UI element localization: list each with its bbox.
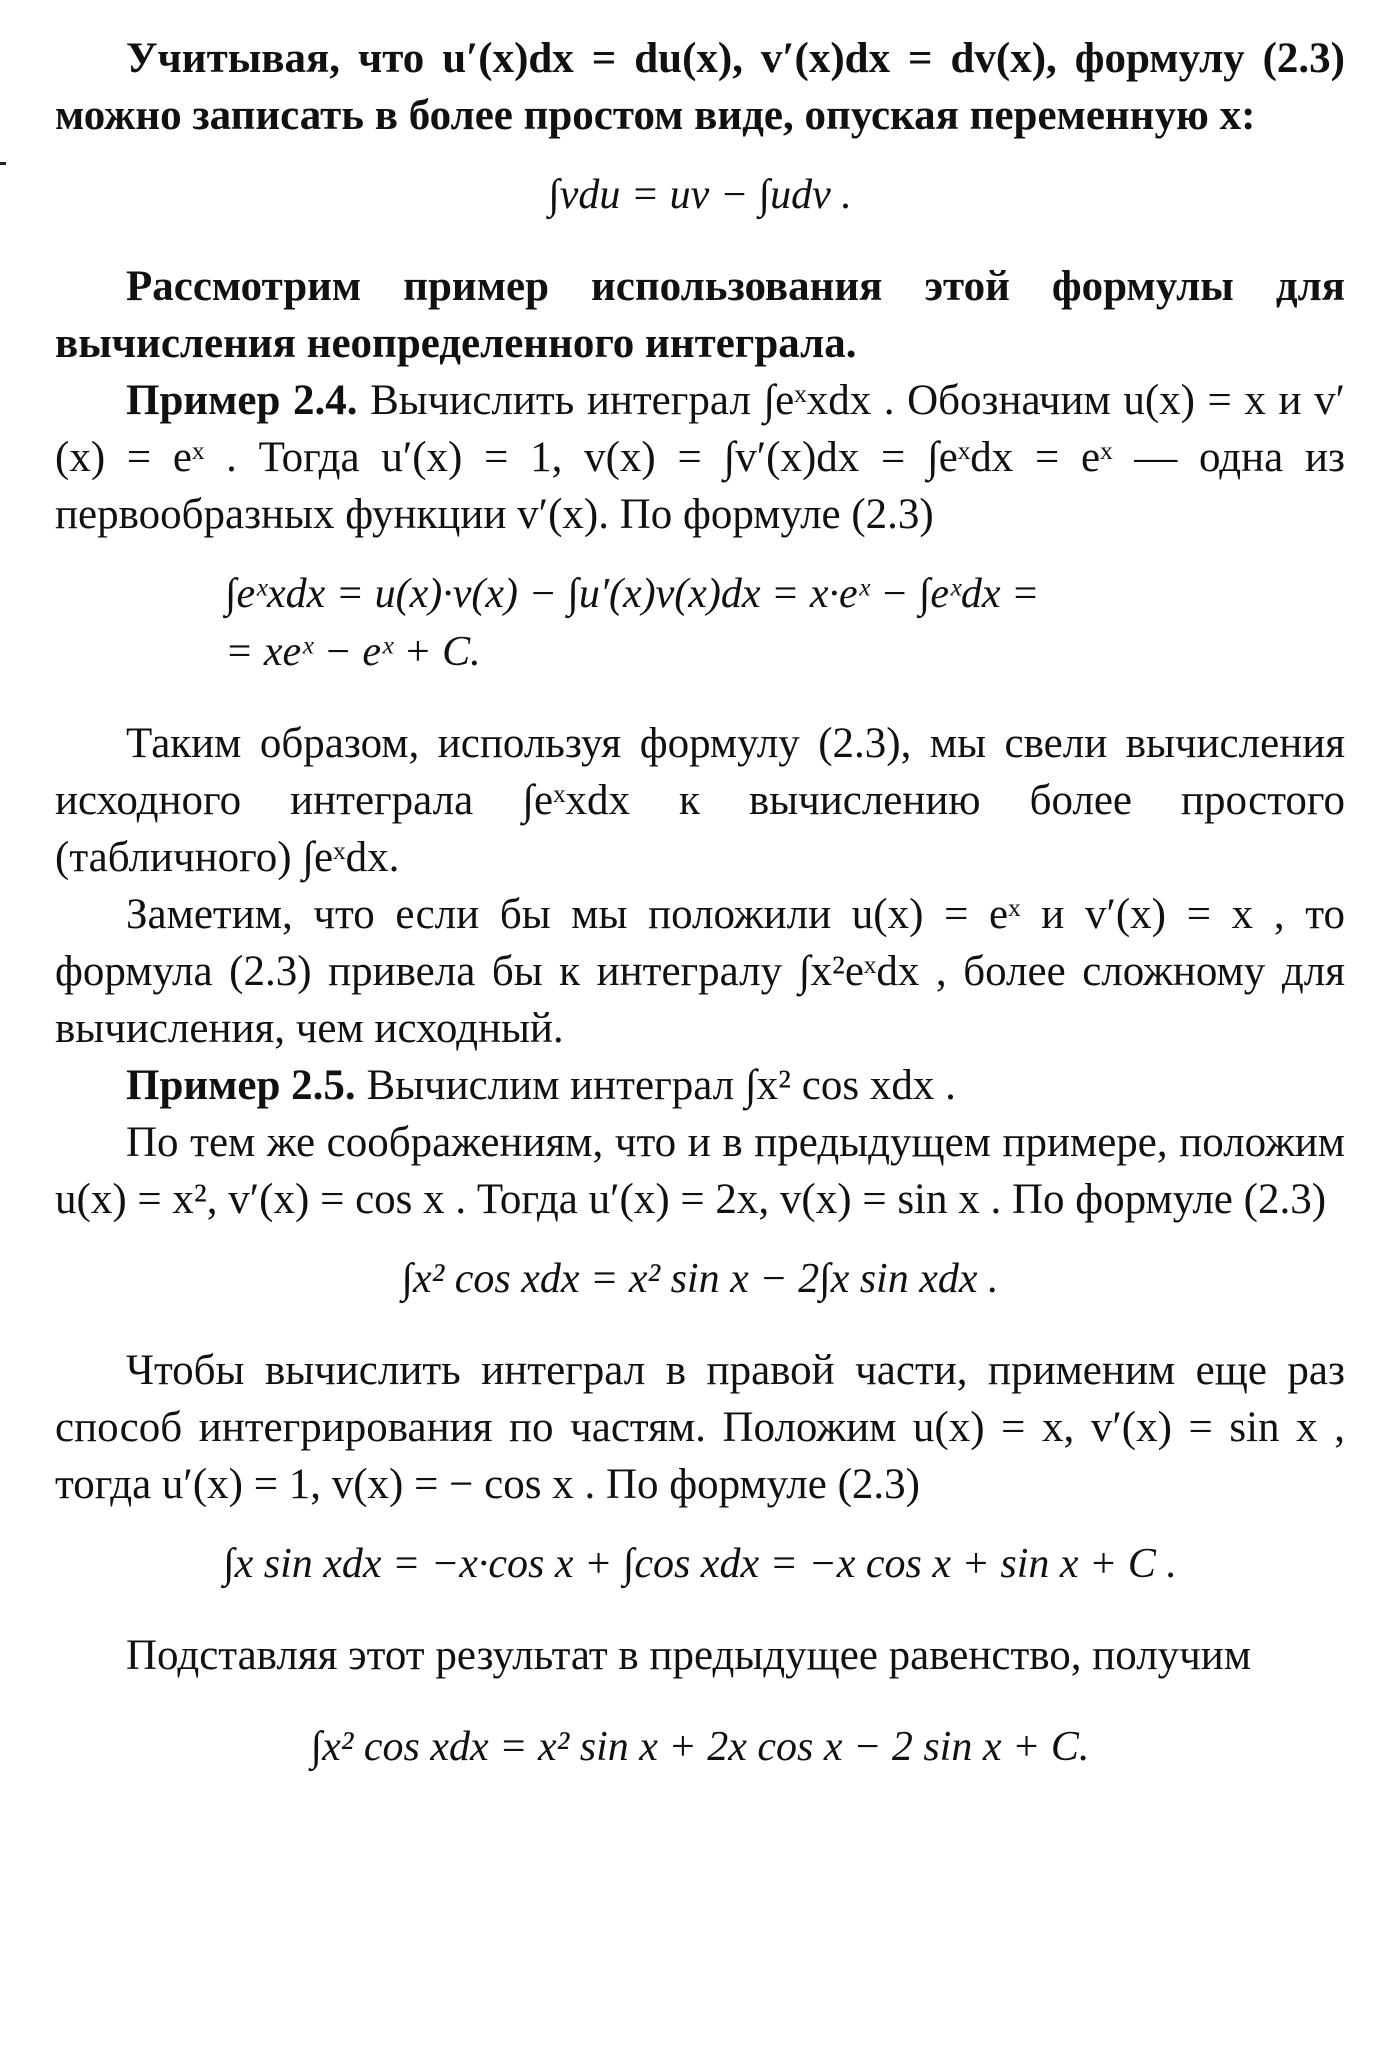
example-2-5-label: Пример 2.5.	[126, 1062, 356, 1109]
paragraph-remark: Заметим, что если бы мы положили u(x) = eˣ и v′(x) = x , то формула (2.3) привела бы к интегралу ∫x²eˣdx , более сложному для вычисления, чем исходный.	[55, 891, 1345, 1052]
equation-final-result: ∫x² cos xdx = x² sin x + 2x cos x − 2 sin x + C.	[310, 1724, 1090, 1770]
margin-mark	[0, 162, 6, 165]
paragraph-second-parts: Чтобы вычислить интеграл в правой части, применим еще раз способ интегрирования по частям. Положим u(x) = x, v′(x) = sin x , тогда u′(x) = 1, v(x) = − cos x . По формуле (2.3)	[55, 1347, 1345, 1508]
paragraph-intro: Учитывая, что u′(x)dx = du(x), v′(x)dx = dv(x), формулу (2.3) можно записать в более простом виде, опуская переменную x:	[55, 35, 1345, 139]
paragraph-example-2-5-setup: По тем же соображениям, что и в предыдущем примере, положим u(x) = x², v′(x) = cos x . Тогда u′(x) = 2x, v(x) = sin x . По формуле (2.3)	[55, 1119, 1345, 1223]
document-page	[55, 30, 1345, 1776]
equation-example-2-4-line1: ∫eˣxdx = u(x)·v(x) − ∫u′(x)v(x)dx = x·eˣ − ∫eˣdx =	[225, 571, 1040, 617]
paragraph-conclusion-2-4: Таким образом, используя формулу (2.3), мы свели вычисления исходного интеграла ∫eˣxdx к вычислению более простого (табличного) ∫eˣdx.	[55, 720, 1345, 881]
paragraph-substitute: Подставляя этот результат в предыдущее равенство, получим	[126, 1632, 1252, 1679]
equation-example-2-4-line2: = xeˣ − eˣ + C.	[225, 629, 481, 675]
equation-integration-by-parts: ∫vdu = uv − ∫udv .	[548, 172, 852, 218]
paragraph-example-2-4	[55, 372, 1345, 543]
paragraph-example-2-5	[55, 1057, 1345, 1114]
example-2-4-text: Вычислить интеграл ∫eˣxdx . Обозначим u(x) = x и v′(x) = eˣ . Тогда u′(x) = 1, v(x) = ∫v′(x)dx = ∫eˣdx = eˣ — одна из первообразных функции v′(x). По формуле (2.3)	[55, 377, 1345, 538]
equation-x-sin-x: ∫x sin xdx = −x·cos x + ∫cos xdx = −x cos x + sin x + C .	[223, 1541, 1177, 1587]
equation-example-2-5-step1: ∫x² cos xdx = x² sin x − 2∫x sin xdx .	[401, 1256, 999, 1302]
example-2-4-label: Пример 2.4.	[126, 377, 358, 424]
paragraph-example-intro: Рассмотрим пример использования этой формулы для вычисления неопределенного интеграла.	[55, 263, 1345, 367]
example-2-5-text: Вычислим интеграл ∫x² cos xdx .	[355, 1062, 956, 1109]
